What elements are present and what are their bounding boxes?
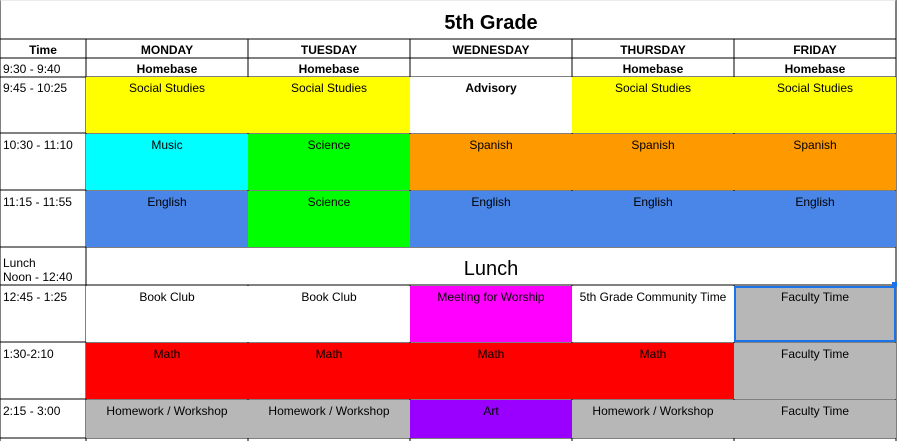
- time-cell-r1245[interactable]: [0, 286, 86, 342]
- header-friday[interactable]: [734, 39, 896, 58]
- cell-r945-wednesday-text: Advisory: [465, 81, 517, 95]
- time-cell-r1245-text: 12:45 - 1:25: [3, 290, 68, 304]
- cell-r1245-friday-text: Faculty Time: [780, 290, 849, 304]
- cell-r215-monday-text: Homework / Workshop: [106, 404, 228, 418]
- selection-fill-handle[interactable]: [892, 282, 897, 287]
- cell-homebase-monday[interactable]: [86, 58, 248, 77]
- cell-r1030-monday[interactable]: [86, 134, 248, 190]
- cell-r130-thursday[interactable]: [572, 343, 734, 399]
- sheet-title: 5th Grade: [444, 12, 538, 34]
- cell-r130-friday-text: Faculty Time: [780, 347, 849, 361]
- cell-r130-wednesday[interactable]: [410, 343, 572, 399]
- cell-r1030-tuesday-text: Science: [307, 138, 351, 152]
- cell-r1115-monday[interactable]: [86, 191, 248, 247]
- cell-homebase-thursday[interactable]: [572, 58, 734, 77]
- cell-r1030-thursday[interactable]: [572, 134, 734, 190]
- cell-homebase-friday-text: Homebase: [784, 62, 846, 76]
- cell-r1115-wednesday-text: English: [471, 195, 511, 209]
- time-cell-r215-text: 2:15 - 3:00: [3, 404, 61, 418]
- cell-homebase-monday-text: Homebase: [136, 62, 198, 76]
- cell-r945-tuesday-text: Social Studies: [290, 81, 368, 95]
- cell-r215-tuesday-text: Homework / Workshop: [268, 404, 390, 418]
- cell-r130-tuesday[interactable]: [248, 343, 410, 399]
- cell-r130-monday-text: Math: [153, 347, 181, 361]
- cell-homebase-friday[interactable]: [734, 58, 896, 77]
- cell-r1030-wednesday[interactable]: [410, 134, 572, 190]
- cell-r1030-friday-text: Spanish: [793, 138, 837, 152]
- header-monday-text: MONDAY: [140, 43, 194, 57]
- cell-homebase-wednesday[interactable]: [410, 58, 572, 77]
- time-cell-r1115-text: 11:15 - 11:55: [3, 195, 72, 209]
- cell-r215-monday[interactable]: [86, 400, 248, 438]
- cell-r130-thursday-text: Math: [639, 347, 667, 361]
- cell-r1245-tuesday-text: Book Club: [301, 290, 357, 304]
- cell-r1245-tuesday[interactable]: [248, 286, 410, 342]
- time-cell-r215[interactable]: [0, 400, 86, 438]
- time-cell-homebase-text: 9:30 - 9:40: [3, 62, 61, 76]
- cell-r215-thursday-text: Homework / Workshop: [592, 404, 714, 418]
- cell-homebase-thursday-text: Homebase: [622, 62, 684, 76]
- header-wednesday-text: WEDNESDAY: [452, 43, 530, 57]
- cell-r215-thursday[interactable]: [572, 400, 734, 438]
- cell-r1115-wednesday[interactable]: [410, 191, 572, 247]
- cell-r945-thursday[interactable]: [572, 77, 734, 133]
- header-tuesday[interactable]: [248, 39, 410, 58]
- cell-r945-friday-text: Social Studies: [776, 81, 854, 95]
- time-cell-r130[interactable]: [0, 343, 86, 399]
- cell-r1115-tuesday-text: Science: [307, 195, 351, 209]
- cell-r1030-tuesday[interactable]: [248, 134, 410, 190]
- cell-r1115-friday-text: English: [795, 195, 835, 209]
- cell-r945-friday[interactable]: [734, 77, 896, 133]
- cell-r215-friday[interactable]: [734, 400, 896, 438]
- header-time[interactable]: [0, 39, 86, 58]
- cell-r1245-thursday[interactable]: [572, 286, 734, 342]
- cell-r215-tuesday[interactable]: [248, 400, 410, 438]
- cell-r1245-wednesday-text: Meeting for Worship: [437, 290, 545, 304]
- cell-r1030-thursday-text: Spanish: [631, 138, 675, 152]
- cell-r215-wednesday[interactable]: [410, 400, 572, 438]
- cell-r945-wednesday[interactable]: [410, 77, 572, 133]
- time-cell-r1030[interactable]: [0, 134, 86, 190]
- time-cell-homebase[interactable]: [0, 58, 86, 77]
- cell-r1245-thursday-text: 5th Grade Community Time: [579, 290, 727, 304]
- time-cell-r1115[interactable]: [0, 191, 86, 247]
- cell-r1115-thursday-text: English: [633, 195, 673, 209]
- cell-r1245-monday-text: Book Club: [139, 290, 195, 304]
- lunch-label: Lunch: [463, 258, 519, 280]
- cell-r1115-thursday[interactable]: [572, 191, 734, 247]
- cell-r1030-wednesday-text: Spanish: [469, 138, 513, 152]
- time-cell-r1030-text: 10:30 - 11:10: [3, 138, 73, 152]
- cell-r1030-friday[interactable]: [734, 134, 896, 190]
- cell-r945-thursday-text: Social Studies: [614, 81, 692, 95]
- time-cell-r130-text: 1:30-2:10: [3, 347, 54, 361]
- lunch-time-line2: Noon - 12:40: [3, 270, 73, 284]
- time-cell-r945-text: 9:45 - 10:25: [3, 81, 68, 95]
- cell-r215-wednesday-text: Art: [483, 404, 499, 418]
- cell-r130-friday[interactable]: [734, 343, 896, 399]
- cell-r130-monday[interactable]: [86, 343, 248, 399]
- cell-r945-monday-text: Social Studies: [128, 81, 206, 95]
- cell-r130-wednesday-text: Math: [477, 347, 505, 361]
- cell-r1030-monday-text: Music: [151, 138, 183, 152]
- cell-r1245-wednesday[interactable]: [410, 286, 572, 342]
- lunch-time-line1: Lunch: [3, 256, 36, 270]
- header-thursday-text: THURSDAY: [620, 43, 686, 57]
- header-thursday[interactable]: [572, 39, 734, 58]
- cell-homebase-tuesday[interactable]: [248, 58, 410, 77]
- cell-r945-tuesday[interactable]: [248, 77, 410, 133]
- cell-r1115-monday-text: English: [147, 195, 187, 209]
- lunch-time-cell[interactable]: [3, 256, 72, 284]
- time-cell-r945[interactable]: [0, 77, 86, 133]
- cell-r945-monday[interactable]: [86, 77, 248, 133]
- cell-r1115-friday[interactable]: [734, 191, 896, 247]
- cell-r1245-friday[interactable]: [734, 286, 896, 342]
- cell-r215-friday-text: Faculty Time: [780, 404, 849, 418]
- header-friday-text: FRIDAY: [793, 43, 837, 57]
- header-tuesday-text: TUESDAY: [300, 43, 358, 57]
- cell-r1245-monday[interactable]: [86, 286, 248, 342]
- header-time-text: Time: [29, 43, 57, 57]
- header-monday[interactable]: [86, 39, 248, 58]
- header-wednesday[interactable]: [410, 39, 572, 58]
- cell-r130-tuesday-text: Math: [315, 347, 343, 361]
- cell-homebase-tuesday-text: Homebase: [298, 62, 360, 76]
- cell-r1115-tuesday[interactable]: [248, 191, 410, 247]
